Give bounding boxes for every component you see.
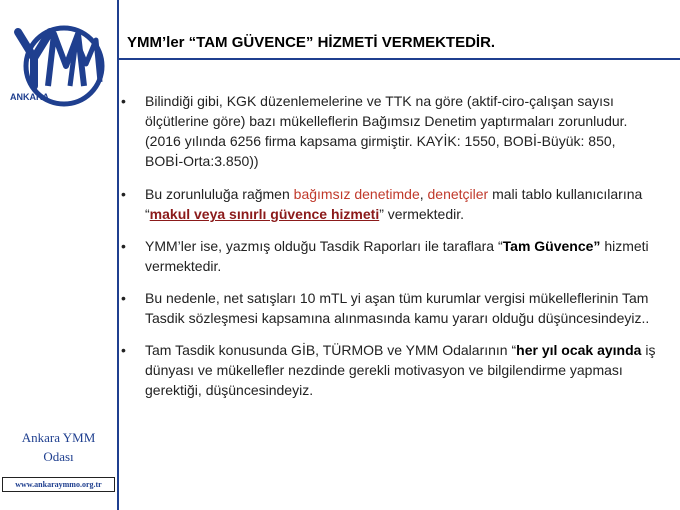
bullet-text: Bilindiği gibi, KGK düzenlemelerine ve TTK na göre (aktif-ciro-çalışan sayısı ölçütlerine göre) bazı mükelleflerin Bağımsız Denetim yaptırmaları zorunludur. (2016 yılında 6256 firma kapsama girmiştir. KAYİK: 1550, BOBİ-Büyük: 850, BOBİ-Orta:3.850)) xyxy=(145,93,628,169)
bullet-text: Bu nedenle, net satışları 10 mTL yi aşan tüm kurumlar vergisi mükelleflerinin Tam Tasdik sözleşmesi kapsamına alınmasında kamu yararı olduğu düşüncesindeyiz.. xyxy=(145,290,650,326)
bullet-text-part: ” vermektedir. xyxy=(379,206,465,222)
bullet-text-part: mali tablo kullanıcılarına “ xyxy=(145,186,643,222)
bullet-icon: • xyxy=(121,93,126,109)
bullet-text-part: YMM’ler ise, yazmış olduğu Tasdik Raporları ile taraflara “ xyxy=(145,238,503,254)
bullet-item xyxy=(121,236,656,276)
header-divider xyxy=(117,58,680,60)
bullet-item xyxy=(121,340,656,400)
slide-title: YMM’ler “TAM GÜVENCE” HİZMETİ VERMEKTEDİR. xyxy=(127,34,496,51)
bullet-item xyxy=(121,91,656,171)
sidebar xyxy=(0,0,117,510)
org-name-line1: Ankara YMM xyxy=(21,430,96,445)
bullet-list xyxy=(121,91,656,400)
bullet-item xyxy=(121,288,656,328)
bullet-icon: • xyxy=(121,342,126,358)
bullet-item xyxy=(121,184,656,224)
ymm-ankara-logo xyxy=(4,18,112,112)
bullet-icon: • xyxy=(121,186,126,202)
highlight-reasonable-assurance: makul veya sınırlı güvence hizmeti xyxy=(149,206,380,222)
org-name-line2: Odası xyxy=(43,449,74,464)
bullet-text-part: iş dünyası ve mükellefler nezdinde gerekli motivasyon ve bilgilendirme yapması gerektiği, düşüncesindeyiz. xyxy=(145,342,656,398)
highlight-auditors: denetçiler xyxy=(427,186,489,202)
website-link[interactable]: www.ankaraymmo.org.tr xyxy=(2,477,115,492)
bullet-text-part: Tam Tasdik konusunda GİB, TÜRMOB ve YMM Odalarının “ xyxy=(145,342,517,358)
bullet-text-part: hizmeti vermektedir. xyxy=(145,238,649,274)
sidebar-divider xyxy=(117,0,119,510)
org-name xyxy=(0,428,117,466)
highlight-full-assurance: Tam Güvence” xyxy=(502,238,601,254)
highlight-independent-audit: bağımsız denetimde xyxy=(293,186,420,202)
bullet-text-part: , xyxy=(419,186,428,202)
bullet-icon: • xyxy=(121,238,126,254)
highlight-every-january: her yıl ocak ayında xyxy=(516,342,642,358)
bullet-text-part: Bu zorunluluğa rağmen xyxy=(145,186,294,202)
logo-text: ANKARA xyxy=(10,92,49,102)
bullet-icon: • xyxy=(121,290,126,306)
